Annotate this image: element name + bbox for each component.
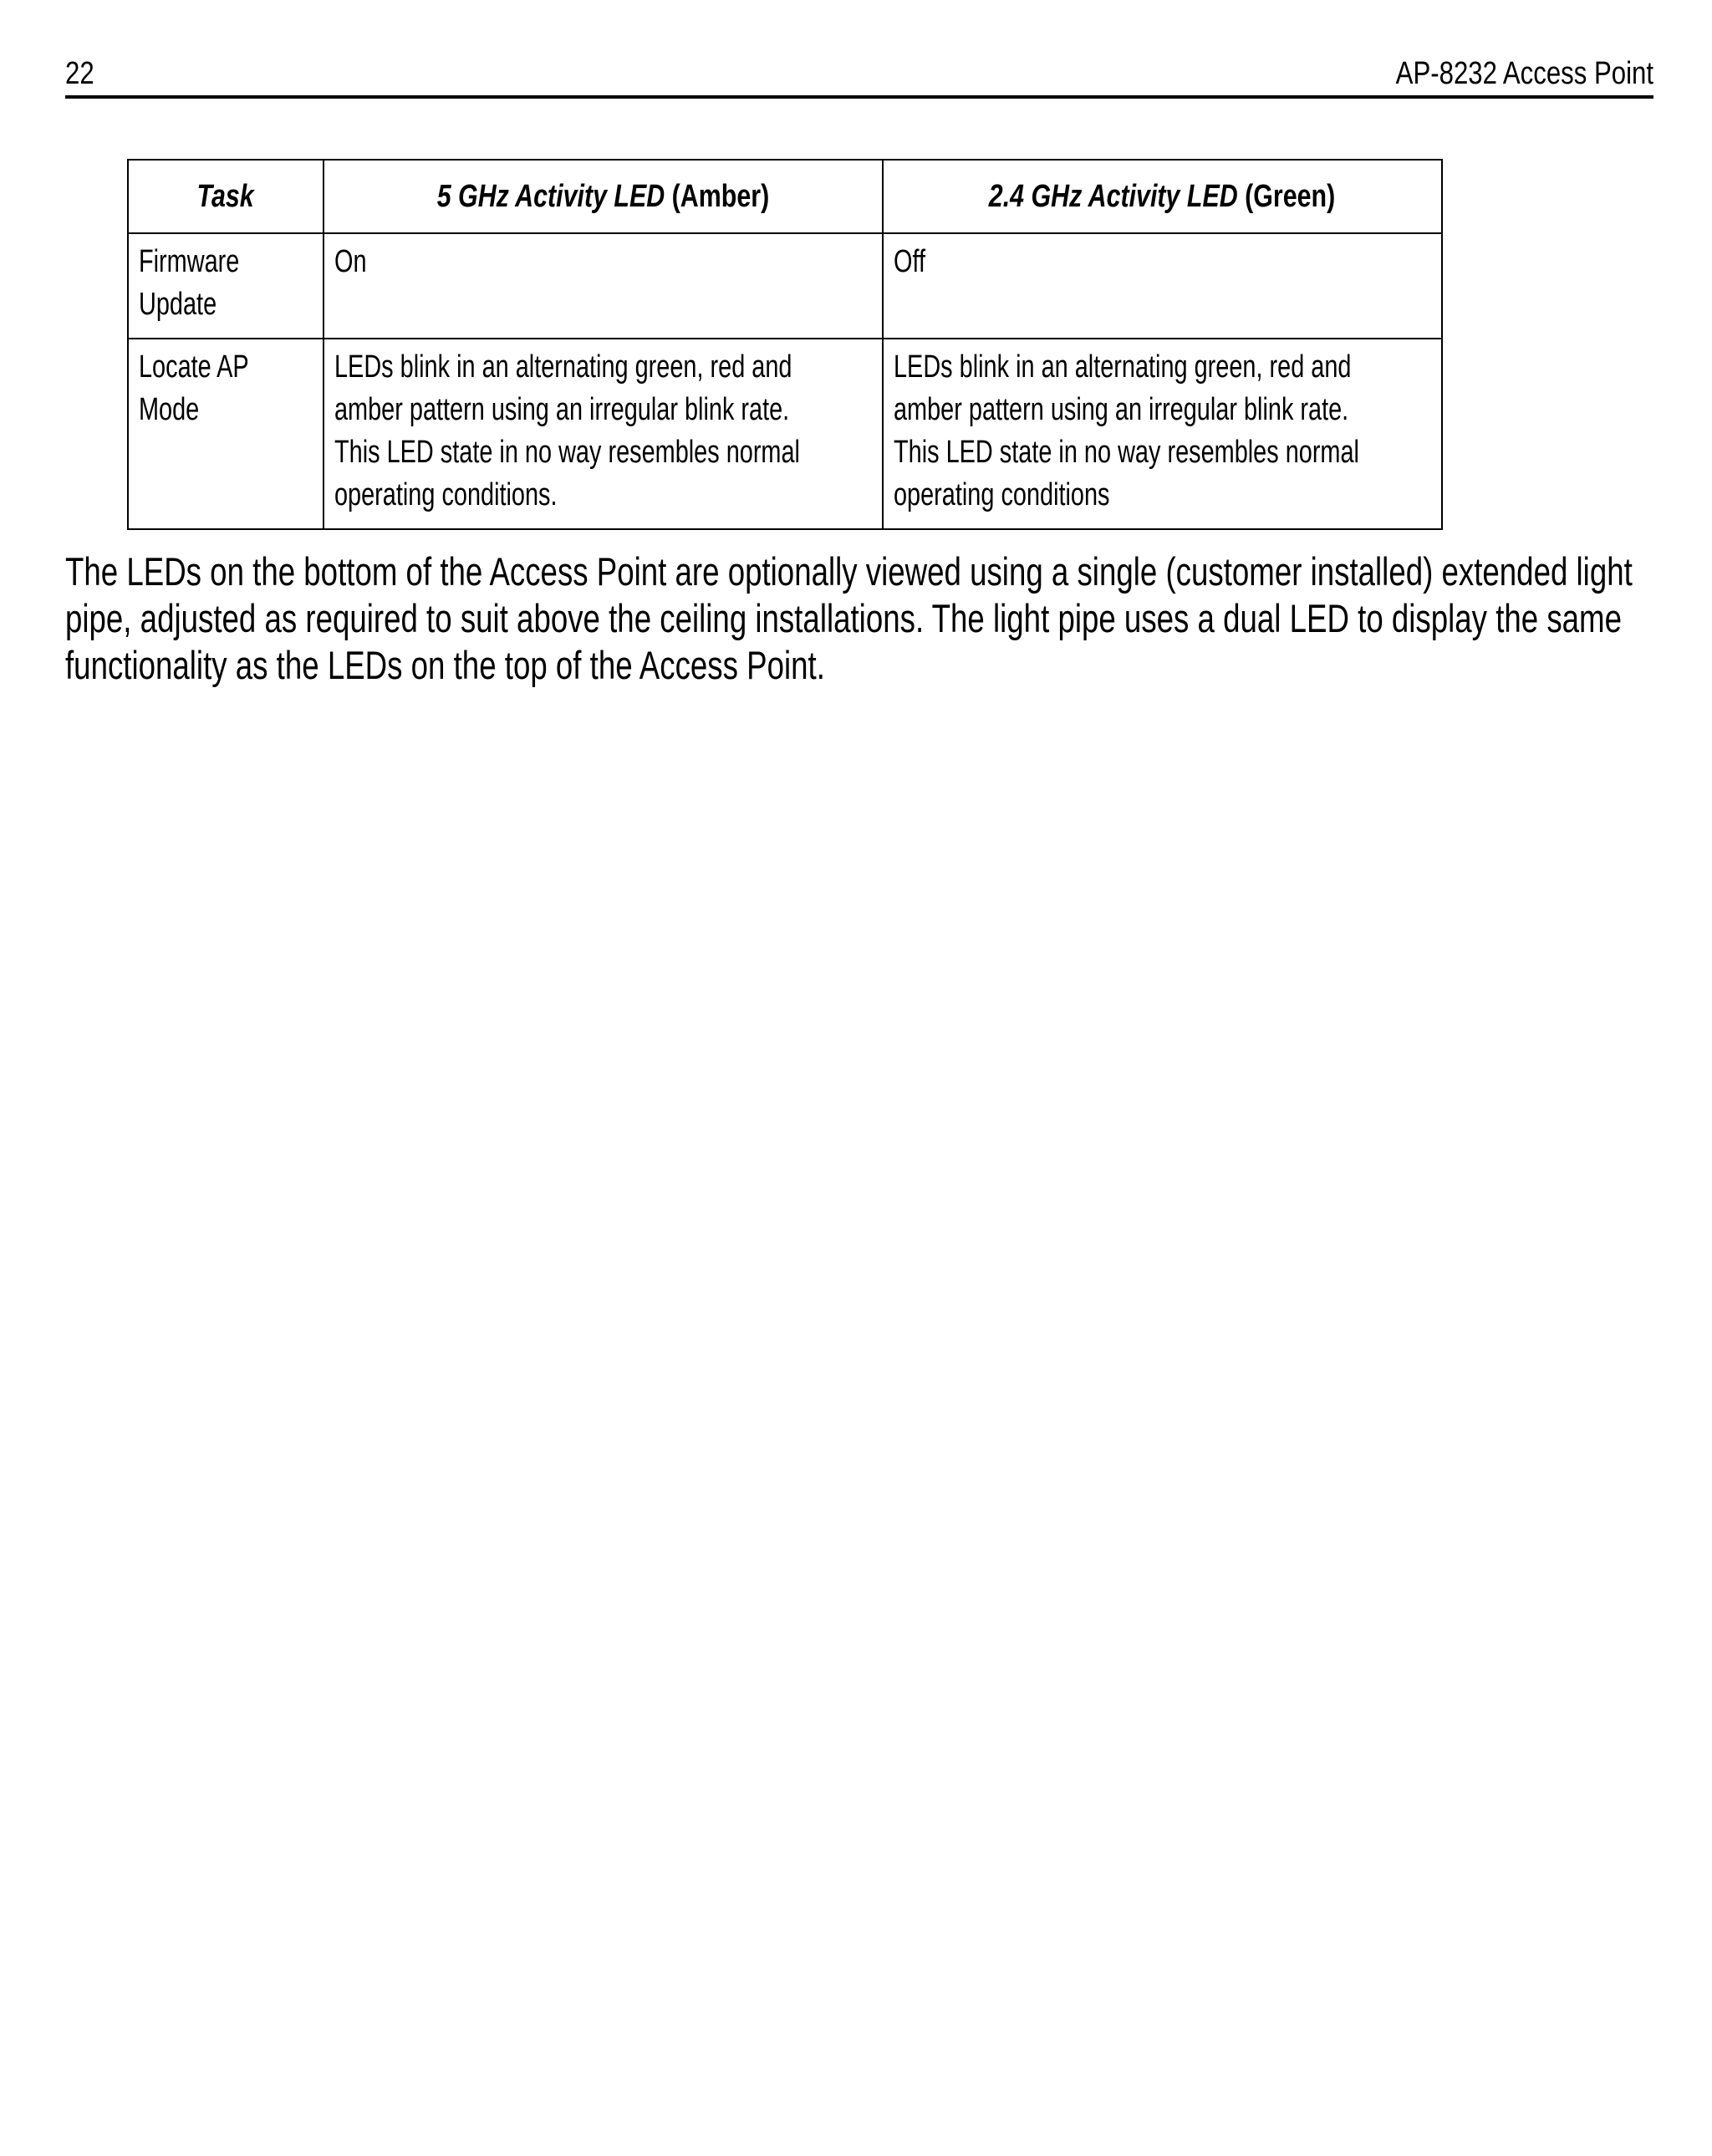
header-24ghz-led-color: (Green)	[1238, 178, 1336, 214]
cell-line: amber pattern using an irregular blink rate.	[894, 392, 1349, 427]
cell-line: This LED state in no way resembles normal	[894, 435, 1359, 470]
green-led-cell	[883, 233, 1442, 339]
green-led-cell	[883, 339, 1442, 529]
cell-line: operating conditions.	[334, 477, 558, 512]
cell-line: LEDs blink in an alternating green, red and	[894, 349, 1352, 385]
task-cell	[128, 339, 324, 529]
task-cell	[128, 233, 324, 339]
light-pipe-paragraph	[65, 548, 1633, 689]
table-header-row	[128, 160, 1442, 233]
header-5ghz-led	[324, 160, 883, 233]
cell-line: Locate AP	[139, 349, 249, 385]
header-task-label: Task	[196, 178, 255, 214]
amber-led-cell	[324, 233, 883, 339]
paragraph-line: pipe, adjusted as required to suit above the ceiling installations. The light pipe uses a dual LED to display the same	[65, 596, 1622, 640]
cell-line: operating conditions	[894, 477, 1110, 512]
header-5ghz-led-name: 5 GHz Activity LED	[436, 178, 665, 214]
page-header	[65, 52, 1653, 99]
document-title: AP-8232 Access Point	[1395, 56, 1653, 91]
table-row	[128, 233, 1442, 339]
cell-line: Firmware	[139, 244, 240, 279]
table-row	[128, 339, 1442, 529]
cell-line: Update	[139, 287, 217, 322]
cell-line: amber pattern using an irregular blink rate.	[334, 392, 790, 427]
header-task	[128, 160, 324, 233]
led-status-table	[127, 159, 1443, 530]
header-5ghz-led-color: (Amber)	[665, 178, 770, 214]
cell-line: This LED state in no way resembles normal	[334, 435, 800, 470]
cell-line: LEDs blink in an alternating green, red and	[334, 349, 792, 385]
cell-line: Off	[894, 244, 925, 279]
paragraph-line: functionality as the LEDs on the top of the Access Point.	[65, 643, 825, 687]
header-24ghz-led-name: 2.4 GHz Activity LED	[989, 178, 1239, 214]
amber-led-cell	[324, 339, 883, 529]
paragraph-line: The LEDs on the bottom of the Access Point are optionally viewed using a single (customer installed) extended light	[65, 549, 1633, 594]
cell-line: Mode	[139, 392, 200, 427]
page-number: 22	[65, 56, 94, 91]
cell-line: On	[334, 244, 367, 279]
header-24ghz-led	[883, 160, 1442, 233]
